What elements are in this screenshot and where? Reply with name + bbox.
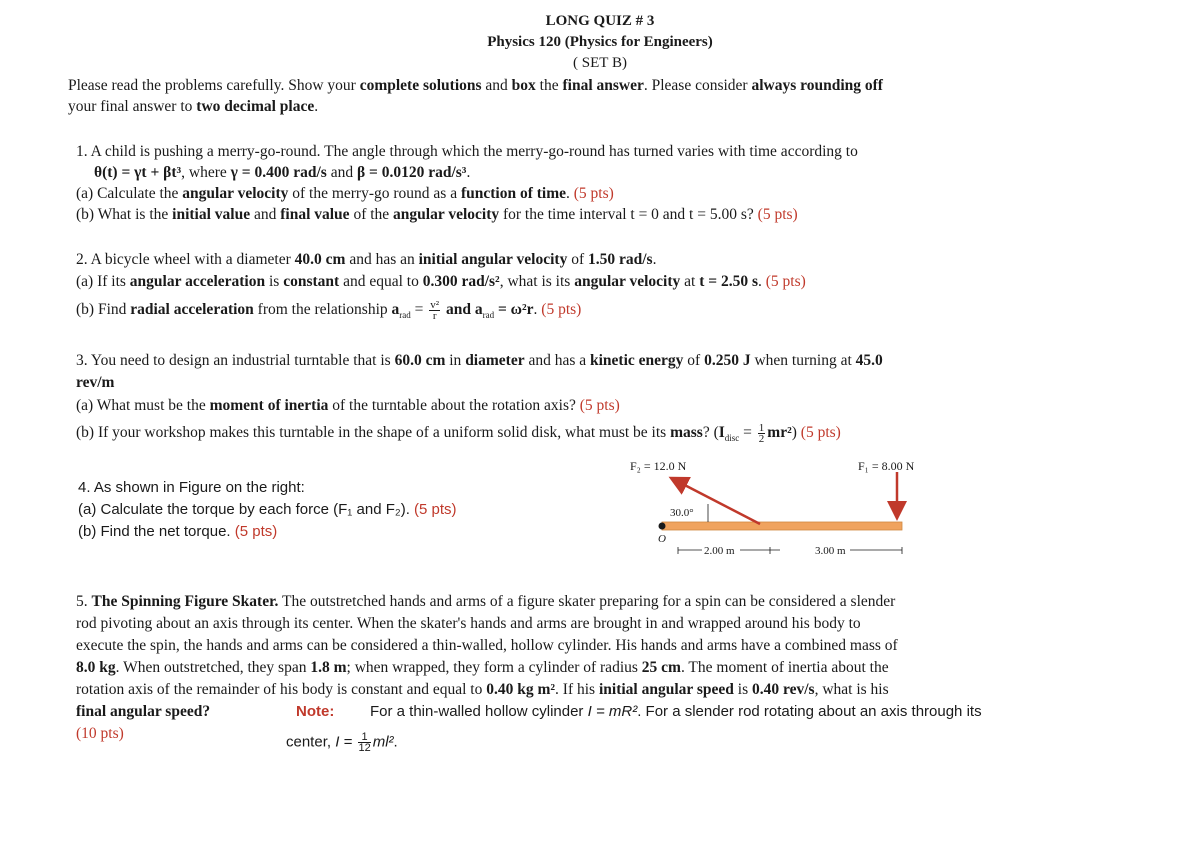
q5-line-1: 5. The Spinning Figure Skater. The outstretched hands and arms of a figure skater preparing for a spin can be considered a slender [76,593,896,610]
q5-note: Note: [296,703,335,720]
q4-part-b: (b) Find the net torque. (5 pts) [78,523,278,540]
q1-statement: 1. A child is pushing a merry-go-round. The angle through which the merry-go-round has turned varies with time according to [76,143,858,160]
set-label: ( SET B) [573,55,627,71]
q3-part-b: (b) If your workshop makes this turntable in the shape of a uniform solid disk, what must be its mass? ($I_{disc}$ = $\frac{1}{2}$ mr²) (5 pts) [76,422,841,445]
angle-label: 30.0° [670,507,694,519]
q4-part-a: (a) Calculate the torque by each force (F₁ and F₂). (5 pts) [78,501,457,518]
q5-line-5: rotation axis of the remainder of his body is constant and equal to 0.40 kg m². If his initial angular speed is 0.40 rev/s, what is his [76,681,889,698]
q5-line-6: final angular speed? [76,703,211,720]
quiz-title: LONG QUIZ # 3 [545,13,655,29]
q1-equation: θ(t) = γt + βt³, where γ = 0.400 rad/s and β = 0.0120 rad/s³. [94,164,471,181]
q3-part-a: (a) What must be the moment of inertia of the turntable about the rotation axis? (5 pts) [76,397,620,414]
q3-statement-cont: rev/m [76,374,115,391]
q5-line-4: 8.0 kg. When outstretched, they span 1.8 m; when wrapped, they form a cylinder of radius 25 cm. The moment of inertia about the [76,659,889,676]
q5-line-2: rod pivoting about an axis through its center. When the skater's hands and arms are brought in and wrapped around his body to [76,615,861,632]
fraction-one-twelfth: $\frac{1}{12}$ [358,731,371,754]
q3-statement: 3. You need to design an industrial turntable that is 60.0 cm in diameter and has a kinetic energy of 0.250 J when turning at 45.0 [76,352,883,369]
q5-points: (10 pts) [76,725,124,742]
q4-statement: 4. As shown in Figure on the right: [78,479,305,496]
course-name: Physics 120 (Physics for Engineers) [487,34,713,50]
f2-label: F₂ = 12.0 N [630,459,687,473]
pivot-point [659,523,666,530]
q1-part-b: (b) What is the initial value and final value of the angular velocity for the time interval t = 0 and t = 5.00 s? (5 pts) [76,206,798,223]
q2-statement: 2. A bicycle wheel with a diameter 40.0 cm and has an initial angular velocity of 1.50 rad/s. [76,251,657,268]
beam [662,522,902,530]
torque-figure [610,452,940,562]
fraction-v2-over-r: $\frac{\text{v²}}{r}$ [430,299,440,322]
q1-part-a: (a) Calculate the angular velocity of the merry-go round as a function of time. (5 pts) [76,185,614,202]
fraction-one-half: $\frac{1}{2}$ [758,422,765,445]
q5-note-text: For a thin-walled hollow cylinder I = mR². For a slender rod rotating about an axis through its [370,703,982,720]
dimension-3m: 3.00 m [815,545,846,557]
instructions-line-2: your final answer to two decimal place. [68,98,319,115]
f1-label: F₁ = 8.00 N [858,459,915,473]
instructions-line-1: Please read the problems carefully. Show your complete solutions and box the final answer. Please consider always rounding off [68,77,883,94]
q2-part-b: (b) Find radial acceleration from the relationship $a_{rad}$ = $\frac{\text{v²}}{r}$ and $a_{rad} = \omega^2r$. (5 pts) [76,299,582,322]
q5-line-3: execute the spin, the hands and arms can be considered a thin-walled, hollow cylinder. His hands and arms have a combined mass of [76,637,898,654]
origin-label: O [658,533,666,545]
dimension-2m: 2.00 m [704,545,735,557]
q2-part-a: (a) If its angular acceleration is constant and equal to 0.300 rad/s², what is its angular velocity at t = 2.50 s. (5 pts) [76,273,806,290]
q5-rod-formula: center, I = $\frac{1}{12}$ ml². [286,731,398,754]
